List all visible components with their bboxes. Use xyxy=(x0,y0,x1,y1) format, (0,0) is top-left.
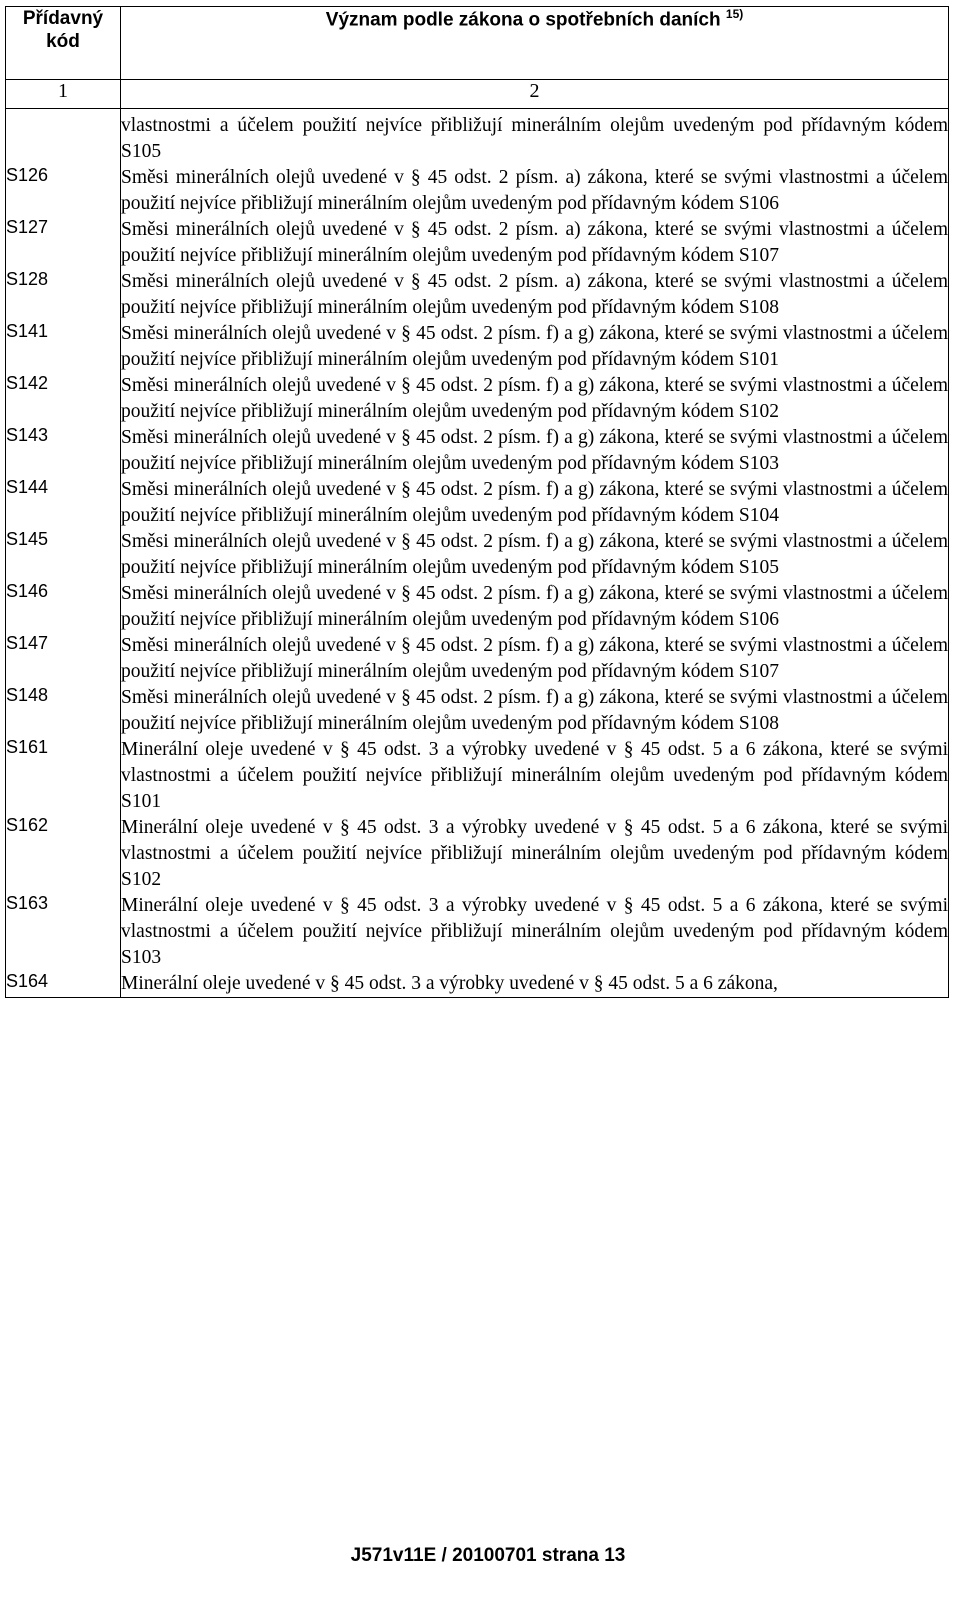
row-meaning: Směsi minerálních olejů uvedené v § 45 odst. 2 písm. f) a g) zákona, které se svými vlastnostmi a účelem použití nejvíce přibližují minerálním olejům uvedeným pod přídavným kódem S108 xyxy=(121,685,949,737)
row-meaning: Směsi minerálních olejů uvedené v § 45 odst. 2 písm. f) a g) zákona, které se svými vlastnostmi a účelem použití nejvíce přibližují minerálním olejům uvedeným pod přídavným kódem S105 xyxy=(121,529,949,581)
table-body xyxy=(6,109,949,998)
header-meaning-label: Význam podle zákona o spotřebních daních xyxy=(325,9,721,31)
row-code: S143 xyxy=(6,425,121,477)
additional-codes-table xyxy=(5,6,949,998)
table-row xyxy=(6,321,949,373)
row-code: S126 xyxy=(6,165,121,217)
table-row xyxy=(6,633,949,685)
row-code: S145 xyxy=(6,529,121,581)
row-code: S162 xyxy=(6,815,121,893)
row-meaning: Směsi minerálních olejů uvedené v § 45 odst. 2 písm. f) a g) zákona, které se svými vlastnostmi a účelem použití nejvíce přibližují minerálním olejům uvedeným pod přídavným kódem S104 xyxy=(121,477,949,529)
table-row xyxy=(6,685,949,737)
table-row xyxy=(6,165,949,217)
row-code: S147 xyxy=(6,633,121,685)
column-number-1: 1 xyxy=(6,80,121,109)
row-meaning: Minerální oleje uvedené v § 45 odst. 3 a výrobky uvedené v § 45 odst. 5 a 6 zákona, které se svými vlastnostmi a účelem použití nejvíce přibližují minerálním olejům uvedeným pod přídavným kódem S101 xyxy=(121,737,949,815)
table-row xyxy=(6,893,949,971)
row-code: S127 xyxy=(6,217,121,269)
header-footnote: 15) xyxy=(725,7,744,21)
row-code: S142 xyxy=(6,373,121,425)
table-row xyxy=(6,373,949,425)
row-code: S164 xyxy=(6,971,121,998)
table-row xyxy=(6,581,949,633)
row-meaning: Minerální oleje uvedené v § 45 odst. 3 a výrobky uvedené v § 45 odst. 5 a 6 zákona, které se svými vlastnostmi a účelem použití nejvíce přibližují minerálním olejům uvedeným pod přídavným kódem S102 xyxy=(121,815,949,893)
column-number-row xyxy=(6,80,949,109)
page-label: J571v11E / 20100701 strana 13 xyxy=(350,1545,626,1566)
row-code: S163 xyxy=(6,893,121,971)
table-row xyxy=(6,737,949,815)
table-row xyxy=(6,425,949,477)
row-meaning: Směsi minerálních olejů uvedené v § 45 odst. 2 písm. f) a g) zákona, které se svými vlastnostmi a účelem použití nejvíce přibližují minerálním olejům uvedeným pod přídavným kódem S101 xyxy=(121,321,949,373)
row-code xyxy=(6,109,121,166)
table-row xyxy=(6,477,949,529)
row-code: S144 xyxy=(6,477,121,529)
table-row xyxy=(6,529,949,581)
table-row xyxy=(6,217,949,269)
row-meaning: Směsi minerálních olejů uvedené v § 45 odst. 2 písm. f) a g) zákona, které se svými vlastnostmi a účelem použití nejvíce přibližují minerálním olejům uvedeným pod přídavným kódem S106 xyxy=(121,581,949,633)
row-meaning: Směsi minerálních olejů uvedené v § 45 odst. 2 písm. a) zákona, které se svými vlastnostmi a účelem použití nejvíce přibližují minerálním olejům uvedeným pod přídavným kódem S106 xyxy=(121,165,949,217)
row-meaning: Směsi minerálních olejů uvedené v § 45 odst. 2 písm. f) a g) zákona, které se svými vlastnostmi a účelem použití nejvíce přibližují minerálním olejům uvedeným pod přídavným kódem S102 xyxy=(121,373,949,425)
row-meaning: Směsi minerálních olejů uvedené v § 45 odst. 2 písm. a) zákona, které se svými vlastnostmi a účelem použití nejvíce přibližují minerálním olejům uvedeným pod přídavným kódem S108 xyxy=(121,269,949,321)
row-code: S161 xyxy=(6,737,121,815)
table-header-row xyxy=(6,7,949,80)
row-code: S128 xyxy=(6,269,121,321)
header-code: Přídavný kód xyxy=(6,7,121,80)
header-meaning xyxy=(121,7,949,80)
row-code: S148 xyxy=(6,685,121,737)
row-code: S141 xyxy=(6,321,121,373)
row-meaning: Směsi minerálních olejů uvedené v § 45 odst. 2 písm. a) zákona, které se svými vlastnostmi a účelem použití nejvíce přibližují minerálním olejům uvedeným pod přídavným kódem S107 xyxy=(121,217,949,269)
row-meaning: Minerální oleje uvedené v § 45 odst. 3 a výrobky uvedené v § 45 odst. 5 a 6 zákona, xyxy=(121,971,949,998)
row-meaning: vlastnostmi a účelem použití nejvíce přibližují minerálním olejům uvedeným pod přídavným kódem S105 xyxy=(121,109,949,166)
row-meaning: Směsi minerálních olejů uvedené v § 45 odst. 2 písm. f) a g) zákona, které se svými vlastnostmi a účelem použití nejvíce přibližují minerálním olejům uvedeným pod přídavným kódem S107 xyxy=(121,633,949,685)
row-code: S146 xyxy=(6,581,121,633)
table-row xyxy=(6,815,949,893)
row-meaning: Minerální oleje uvedené v § 45 odst. 3 a výrobky uvedené v § 45 odst. 5 a 6 zákona, které se svými vlastnostmi a účelem použití nejvíce přibližují minerálním olejům uvedeným pod přídavným kódem S103 xyxy=(121,893,949,971)
table-row xyxy=(6,269,949,321)
column-number-2: 2 xyxy=(121,80,949,109)
table-row xyxy=(6,109,949,166)
table-row xyxy=(6,971,949,998)
page-footer xyxy=(0,1545,960,1567)
row-meaning: Směsi minerálních olejů uvedené v § 45 odst. 2 písm. f) a g) zákona, které se svými vlastnostmi a účelem použití nejvíce přibližují minerálním olejům uvedeným pod přídavným kódem S103 xyxy=(121,425,949,477)
